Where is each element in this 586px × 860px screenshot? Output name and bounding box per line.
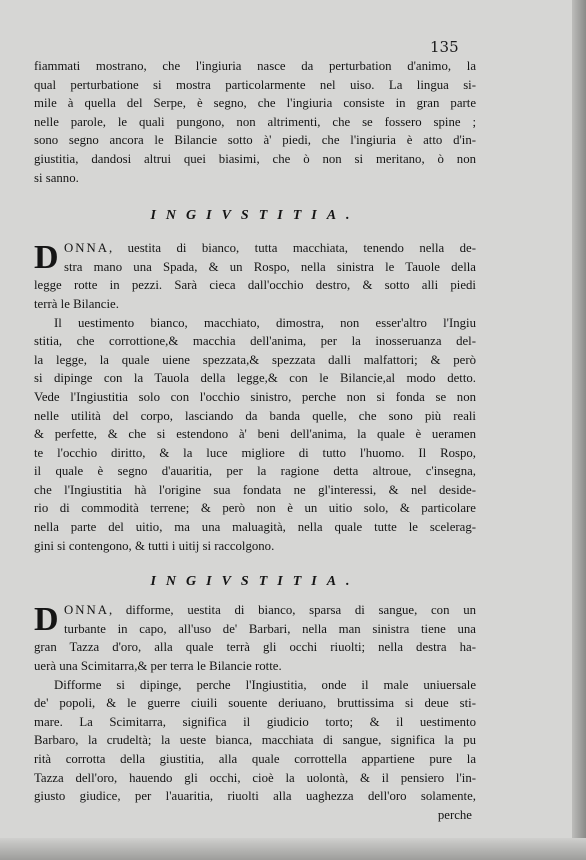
text-line: te l'occhio diritto, & la luce migliore di tutto l'huomo. Il Rospo, [34, 445, 476, 460]
description-paragraph [34, 239, 476, 313]
text-line: la legge, la quale uiene spezzata,& spezzata dalli malfattori; & però [34, 352, 476, 367]
text-line: stra mano una Spada, & un Rospo, nella sinistra le Tauole della [64, 259, 476, 274]
text-line: Il uestimento bianco, macchiato, dimostra, non esser'altro l'Ingiu [54, 315, 476, 330]
text-line: giustitia, dandosi altrui quei biasimi, che ò non si meritano, ò non [34, 151, 476, 166]
explanation-paragraph [34, 676, 476, 806]
text-line: rio di commodità terrene; & però non è un uitio solo, & particolare [34, 501, 476, 516]
intro-paragraph [34, 57, 476, 187]
text-line: si dipinge con la Tauola della legge,& con le Bilancie,al modo detto. [34, 371, 476, 386]
text-line: Vede l'Ingiustitia solo con l'occhio sinistro, perche non si fonda se non [34, 389, 476, 404]
section-heading: INGIVSTITIA. [150, 574, 360, 590]
text-line [34, 239, 476, 258]
text-line: uerà una Scimitarra,& per terra le Bilancie rotte. [34, 659, 282, 674]
text-line: qual perturbatione si mostra particolarmente nel uiso. La lingua si- [34, 77, 476, 92]
text-line: Tazza dell'oro, hauendo gli occhi, cioè la uolontà, & il pensiero l'in- [34, 770, 476, 785]
text-run: , difforme, uestita di bianco, sparsa di sangue, con un [108, 603, 476, 618]
text-line [34, 601, 476, 620]
page-number: 135 [430, 38, 459, 56]
text-line: rità corrotta della giustitia, alla quale corrottella appartiene pure la [34, 752, 476, 766]
text-line: gran Tazza d'oro, alla quale terrà gli occhi riuolti; nella destra ha- [34, 640, 476, 655]
text-line: nelle parole, le quali pungono, non altrimenti, che se fossero spine ; [34, 114, 476, 129]
page-edge-shadow [572, 0, 586, 860]
text-line: mare. La Scimitarra, significa il giudicio torto; & il uestimento [34, 714, 476, 729]
text-line: nelle utilità del corpo, lasciando da banda quelle, che sono più reali [34, 408, 476, 423]
page-text [34, 57, 476, 824]
text-line: giusto giudice, per l'auaritia, riuolti alla uaghezza dell'oro solamente, [34, 789, 476, 804]
catchword: perche [437, 807, 472, 822]
text-line: che l'Ingiustitia hà l'origine sua fondata ne gl'interessi, & nel deside- [34, 482, 476, 497]
text-run: , uestita di bianco, tutta macchiata, tenendo nella de- [108, 241, 476, 256]
text-line: mile à quella del Serpe, è segno, che l'ingiuria consiste in gran parte [34, 96, 476, 111]
description-paragraph [34, 601, 476, 675]
lead-word: ONNA [64, 603, 109, 618]
drop-cap: D [34, 601, 59, 639]
section-1 [34, 239, 476, 555]
section-heading: INGIVSTITIA. [150, 208, 360, 224]
section-2 [34, 601, 476, 824]
lead-word: ONNA [64, 241, 109, 256]
text-line: Difforme si dipinge, perche l'Ingiustitia, onde il male uniuersale [54, 677, 476, 692]
page-bottom-shadow [0, 838, 586, 860]
text-line: terrà le Bilancie. [34, 296, 119, 311]
text-line: il quale è segno d'auaritia, per la ragione detta altroue, c'insegna, [34, 464, 476, 479]
text-line: stitia, che corrottione,& macchia dell'anima, per la inosseruanza del- [34, 334, 476, 349]
text-line: gini si contengono, & tutti i uitij si raccolgono. [34, 538, 275, 553]
text-line: turbante in capo, all'uso de' Barbari, nella man sinistra tiene una [64, 621, 476, 636]
text-line: Barbaro, la crudeltà; la ueste bianca, macchiata di sangue, significa la pu [34, 733, 476, 748]
explanation-paragraph [34, 314, 476, 556]
text-line: si sanno. [34, 170, 79, 185]
text-line: nella parte del uitio, ma una maluagità, nella quale tutte le scelerag- [34, 520, 476, 535]
text-line: sono segno ancora le Bilancie sotto à' piedi, che l'ingiuria è atto d'in- [34, 133, 476, 148]
text-line: fiammati mostrano, che l'ingiuria nasce da perturbation d'animo, la [34, 59, 476, 73]
text-line: & perfette, & che si estendono à' beni dell'anima, la quale è ueramen [34, 427, 476, 442]
drop-cap: D [34, 239, 59, 277]
text-line: legge rotte in pezzi. Sarà cieca dall'occhio destro, & sotto alli piedi [34, 278, 476, 293]
text-line: de' popoli, & le guerre ciuili souente deriuano, bruttissima si deue sti- [34, 696, 476, 711]
